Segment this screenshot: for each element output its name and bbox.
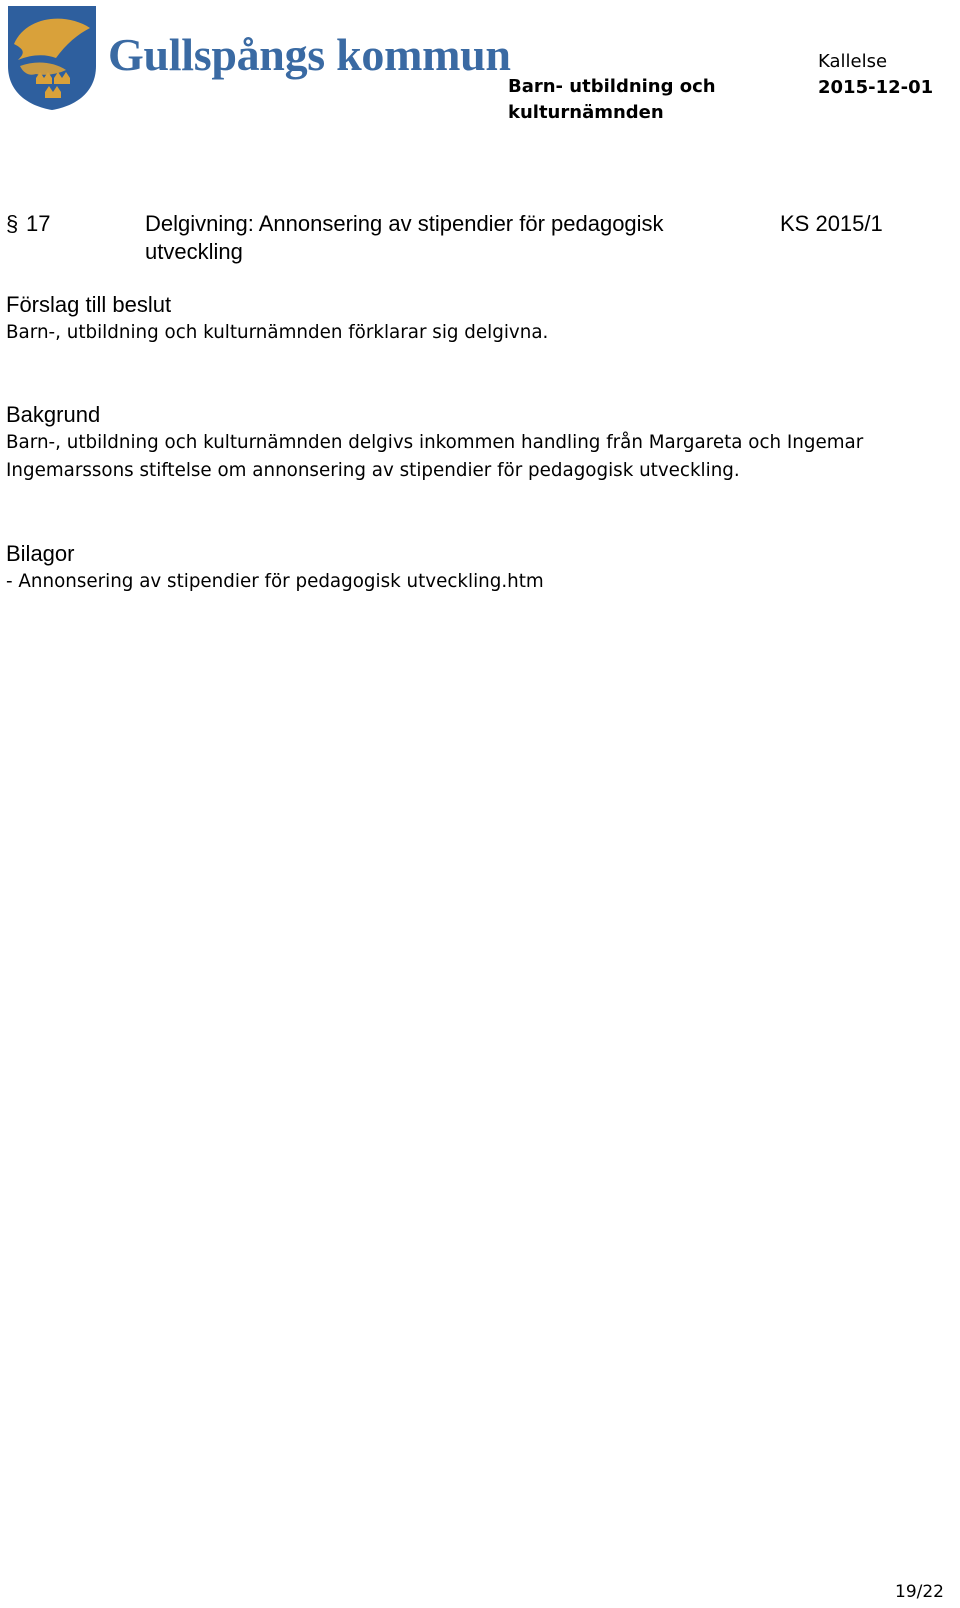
page-number: 19/22: [895, 1582, 944, 1602]
municipality-name: Gullspångs kommun: [108, 29, 511, 80]
committee-name: Barn- utbildning och kulturnämnden: [508, 76, 716, 123]
item-reference: KS 2015/1: [780, 211, 883, 236]
municipality-logo: [6, 4, 98, 112]
document-date: 2015-12-01: [818, 77, 934, 98]
section-symbol: §: [6, 211, 19, 236]
background-heading: Bakgrund: [6, 402, 101, 427]
background-text: Barn-, utbildning och kulturnämnden delgivs inkommen handling från Margareta och Ingemar Ingemarssons stiftelse om annonsering av stipendier för pedagogisk utveckling.: [6, 432, 864, 481]
item-title: Delgivning: Annonsering av stipendier för pedagogisk utveckling: [145, 211, 664, 264]
attachments-heading: Bilagor: [6, 541, 75, 566]
proposal-text: Barn-, utbildning och kulturnämnden förklarar sig delgivna.: [6, 322, 549, 343]
document-type: Kallelse: [818, 51, 888, 72]
attachment-item: - Annonsering av stipendier för pedagogisk utveckling.htm: [6, 571, 544, 592]
proposal-heading: Förslag till beslut: [6, 292, 172, 317]
item-number: 17: [26, 211, 51, 236]
